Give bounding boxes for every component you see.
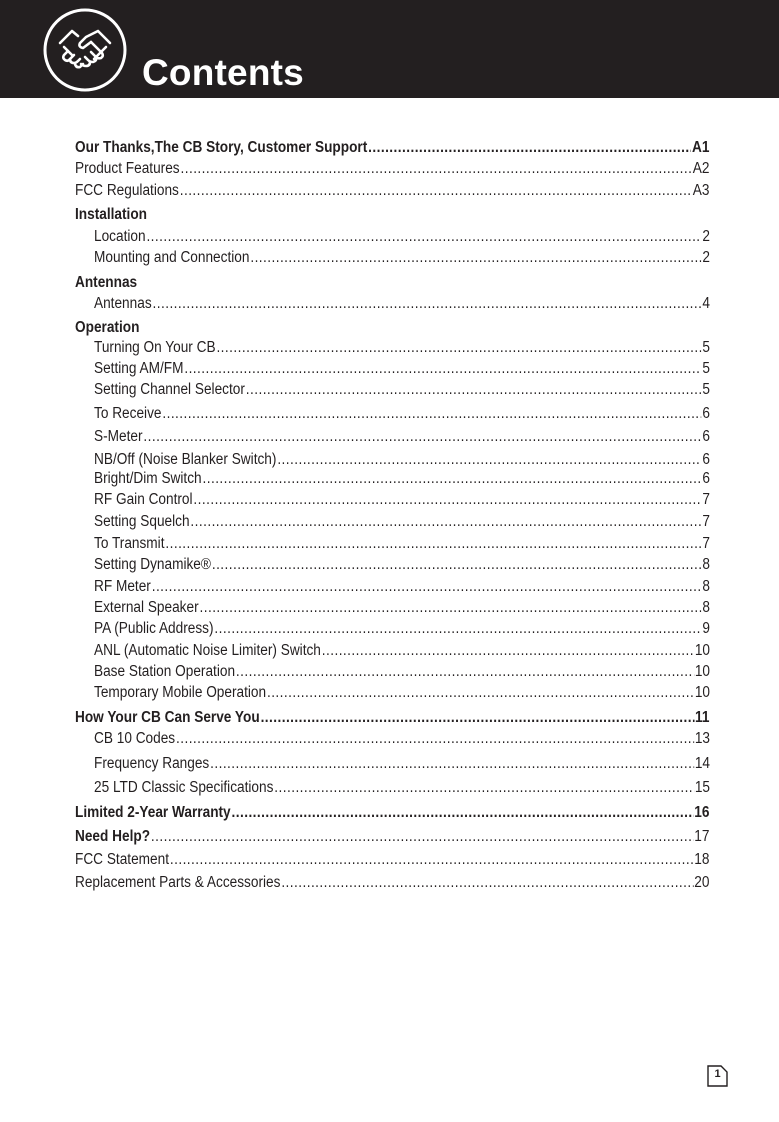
toc-section-heading: Antennas [75,274,138,291]
toc-entry[interactable]: Setting Channel Selector ..... 5 [94,380,710,400]
toc-entry[interactable]: RF Gain Control ..... 7 [94,490,710,510]
toc-entry[interactable]: Need Help? ..... 17 [75,827,709,847]
toc-entry[interactable]: To Transmit ..... 7 [94,534,710,554]
toc-entry[interactable]: Turning On Your CB ..... 5 [94,338,710,358]
toc-entry[interactable]: RF Meter ..... 8 [94,577,710,597]
toc-entry[interactable]: NB/Off (Noise Blanker Switch) ..... 6 [94,450,710,470]
toc-entry[interactable]: Replacement Parts & Accessories ..... 20 [75,873,709,893]
toc-entry[interactable]: Setting AM/FM ..... 5 [94,359,710,379]
toc-entry[interactable]: Limited 2-Year Warranty ..... 16 [75,803,709,823]
page-title: Contents [142,52,304,93]
handshake-icon [42,7,128,93]
toc-entry[interactable]: Product Features ..... A2 [75,159,709,179]
header-bar [0,0,779,98]
toc-entry[interactable]: S-Meter ..... 6 [94,427,710,447]
toc-entry[interactable]: PA (Public Address) ..... 9 [94,619,710,639]
toc-entry[interactable]: To Receive ..... 6 [94,404,710,424]
page-number: 1 [714,1068,721,1080]
toc-entry[interactable]: Our Thanks,The CB Story, Customer Support ..... A1 [75,138,709,158]
toc-entry[interactable]: External Speaker ..... 8 [94,598,710,618]
toc-entry[interactable]: Antennas ..... 4 [94,294,710,314]
toc-section-heading: Operation [75,319,140,336]
toc-section-heading: Installation [75,206,148,223]
toc-entry[interactable]: Bright/Dim Switch ..... 6 [94,469,710,489]
toc-entry[interactable]: FCC Regulations ..... A3 [75,181,709,201]
toc-entry[interactable]: Base Station Operation ..... 10 [94,662,710,682]
toc-entry[interactable]: How Your CB Can Serve You ..... 11 [75,708,709,728]
toc-entry[interactable]: 25 LTD Classic Specifications ..... 15 [94,778,710,798]
toc-entry[interactable]: Setting Dynamike® ..... 8 [94,555,710,575]
toc-entry[interactable]: Setting Squelch ..... 7 [94,512,710,532]
toc-entry[interactable]: CB 10 Codes ..... 13 [94,729,710,749]
toc-entry[interactable]: ANL (Automatic Noise Limiter) Switch ..... 10 [94,641,710,661]
toc-entry[interactable]: Mounting and Connection ..... 2 [94,248,710,268]
toc-entry[interactable]: Location ..... 2 [94,227,710,247]
toc-entry[interactable]: Frequency Ranges ..... 14 [94,754,710,774]
toc-entry[interactable]: FCC Statement ..... 18 [75,850,709,870]
toc-entry[interactable]: Temporary Mobile Operation ..... 10 [94,683,710,703]
